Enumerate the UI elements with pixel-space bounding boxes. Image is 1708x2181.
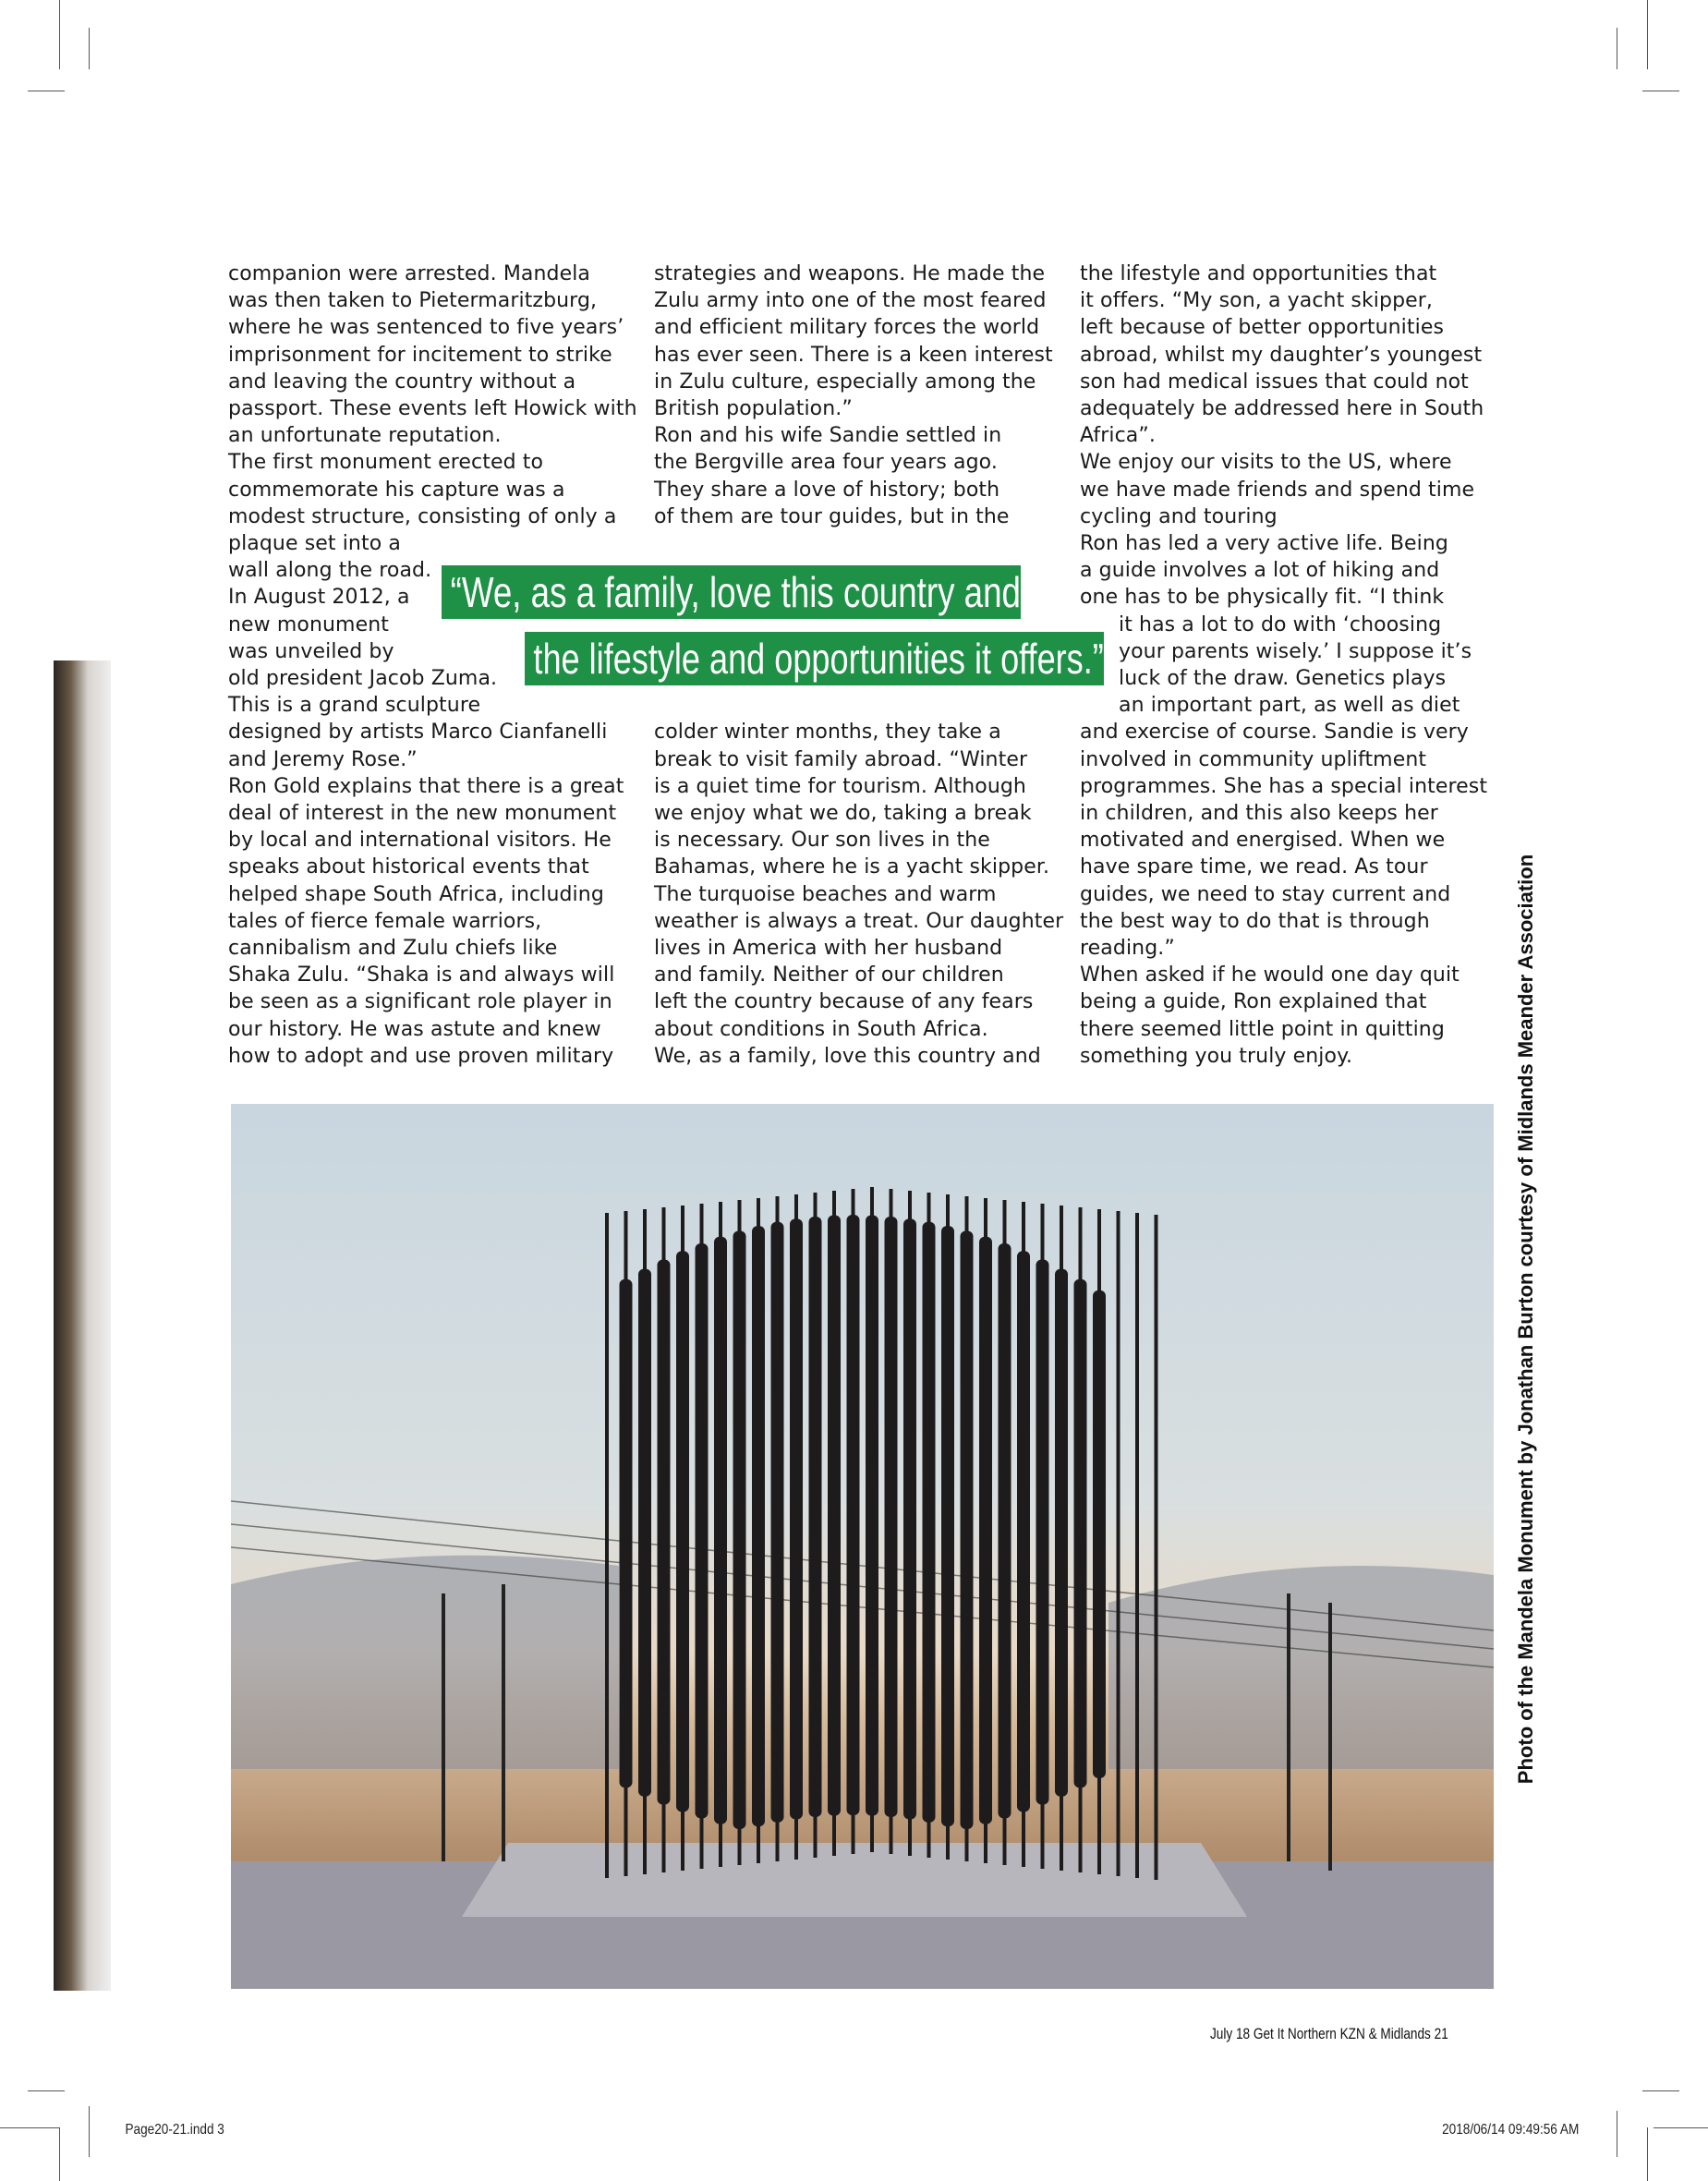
- text-line: wall along the road.: [228, 559, 432, 583]
- text-line: cycling and touring: [1080, 504, 1278, 528]
- text-line: and family. Neither of our children: [654, 963, 1004, 988]
- monument-segment: [941, 1226, 954, 1826]
- monument-segment: [658, 1259, 671, 1804]
- text-line: lives in America with her husband: [654, 937, 1003, 960]
- text-line: a guide involves a lot of hiking and: [1080, 559, 1440, 583]
- text-line: in children, and this also keeps her: [1080, 802, 1438, 825]
- text-line: luck of the draw. Genetics plays: [1119, 667, 1447, 690]
- crop-mark: [1647, 0, 1648, 69]
- text-line: your parents wisely.’ I suppose it’s: [1119, 639, 1472, 663]
- text-line: and leaving the country without a: [228, 370, 576, 394]
- monument-pole: [1135, 1213, 1139, 1878]
- text-line: the Bergville area four years ago.: [654, 451, 998, 475]
- crop-mark: [89, 28, 90, 69]
- text-line: The turquoise beaches and warm: [654, 882, 997, 906]
- text-line: The first monument erected to: [228, 451, 544, 475]
- text-line: being a guide, Ron explained that: [1080, 990, 1427, 1014]
- text-line: left because of better opportunities: [1080, 316, 1445, 340]
- text-line: the best way to do that is through: [1080, 909, 1430, 933]
- text-line: we have made friends and spend time: [1080, 478, 1475, 502]
- monument-segment: [847, 1215, 860, 1815]
- monument-segment: [696, 1243, 709, 1818]
- adjacent-page-photo-strip: [54, 660, 111, 1991]
- text-line: in Zulu culture, especially among the: [654, 370, 1036, 394]
- text-line: modest structure, consisting of only a: [228, 504, 617, 528]
- crop-mark: [1647, 2127, 1648, 2181]
- text-line: Zulu army into one of the most feared: [654, 289, 1047, 313]
- text-line: Shaka Zulu. “Shaka is and always will: [228, 963, 615, 988]
- text-line: adequately be addressed here in South: [1080, 397, 1484, 420]
- monument-segment: [733, 1230, 746, 1829]
- monument-pole: [605, 1213, 609, 1878]
- monument-segment: [714, 1237, 727, 1824]
- text-line: We enjoy our visits to the US, where: [1080, 451, 1452, 475]
- monument-segment: [676, 1251, 689, 1811]
- monument-segment: [809, 1217, 822, 1817]
- text-line: of them are tour guides, but in the: [654, 504, 1010, 528]
- text-line: is necessary. Our son lives in the: [654, 829, 990, 853]
- text-line: by local and international visitors. He: [228, 829, 612, 853]
- monument-segment: [979, 1237, 992, 1824]
- monument-segment: [1036, 1259, 1049, 1804]
- text-line: one has to be physically fit. “I think: [1080, 586, 1445, 610]
- mandela-monument-photo: [231, 1104, 1494, 1989]
- text-line: Ron and his wife Sandie settled in: [654, 424, 1002, 448]
- text-line: designed by artists Marco Cianfanelli: [228, 721, 608, 745]
- text-line: In August 2012, a: [228, 586, 410, 610]
- monument-segment: [1055, 1269, 1068, 1797]
- text-line: involved in community upliftment: [1080, 747, 1427, 771]
- text-line: helped shape South Africa, including: [228, 882, 604, 906]
- monument-segment: [620, 1279, 633, 1787]
- monument-illustration: [231, 1104, 1494, 1989]
- text-line: Bahamas, where he is a yacht skipper.: [654, 855, 1050, 879]
- text-line: the lifestyle and opportunities that: [1080, 262, 1437, 285]
- monument-segment: [1074, 1279, 1087, 1787]
- text-line: passport. These events left Howick with: [228, 397, 637, 420]
- text-line: left the country because of any fears: [654, 990, 1034, 1014]
- crop-mark: [28, 2090, 65, 2091]
- text-line: it offers. “My son, a yacht skipper,: [1080, 289, 1434, 313]
- monument-segment: [771, 1222, 784, 1823]
- monument-segment: [752, 1226, 765, 1826]
- text-line: how to adopt and use proven military: [228, 1044, 614, 1068]
- text-line: commemorate his capture was a: [228, 478, 565, 502]
- monument-segment: [1093, 1290, 1106, 1778]
- monument-segment: [828, 1215, 841, 1815]
- text-line: have spare time, we read. As tour: [1080, 855, 1428, 879]
- slug-filename: Page20-21.indd 3: [125, 2122, 224, 2138]
- text-line: an important part, as well as diet: [1119, 694, 1460, 718]
- monument-segment: [1017, 1251, 1030, 1811]
- crop-mark: [59, 0, 60, 69]
- page-folio: July 18 Get It Northern KZN & Midlands 21: [1210, 2025, 1448, 2042]
- text-line: abroad, whilst my daughter’s youngest: [1080, 343, 1483, 367]
- monument-segment: [999, 1243, 1011, 1818]
- text-line: an unfortunate reputation.: [228, 424, 502, 448]
- text-line: Africa”.: [1080, 424, 1156, 448]
- text-line: was then taken to Pietermaritzburg,: [228, 289, 598, 313]
- text-line: strategies and weapons. He made the: [654, 262, 1046, 285]
- text-line: and Jeremy Rose.”: [228, 747, 418, 771]
- pull-quote-line-1: “We, as a family, love this country and: [442, 565, 1021, 619]
- text-line: deal of interest in the new monument: [228, 802, 617, 825]
- monument-segment: [903, 1218, 916, 1819]
- slug-timestamp: 2018/06/14 09:49:56 AM: [1442, 2122, 1580, 2138]
- monument-segment: [638, 1269, 651, 1797]
- text-line: plaque set into a: [228, 532, 401, 555]
- text-line: has ever seen. There is a keen interest: [654, 343, 1053, 367]
- monument-segment: [961, 1230, 974, 1829]
- text-line: programmes. She has a special interest: [1080, 774, 1488, 798]
- text-line: old president Jacob Zuma.: [228, 667, 498, 690]
- text-line: When asked if he would one day quit: [1080, 963, 1460, 988]
- text-line: we enjoy what we do, taking a break: [654, 802, 1032, 825]
- text-line: there seemed little point in quitting: [1080, 1017, 1445, 1041]
- crop-mark: [1642, 2090, 1679, 2091]
- monument-segment: [885, 1217, 898, 1817]
- monument-segment: [790, 1218, 803, 1819]
- crop-mark: [89, 2106, 90, 2157]
- text-line: our history. He was astute and knew: [228, 1017, 601, 1041]
- text-line: companion were arrested. Mandela: [228, 262, 591, 285]
- text-line: guides, we need to stay current and: [1080, 882, 1451, 906]
- text-line: tales of fierce female warriors,: [228, 909, 542, 933]
- pull-quote-line-2: the lifestyle and opportunities it offers.”: [525, 632, 1104, 685]
- text-line: weather is always a treat. Our daughter: [654, 909, 1064, 933]
- text-line: something you truly enjoy.: [1080, 1044, 1353, 1068]
- text-line: and efficient military forces the world: [654, 316, 1040, 340]
- text-line: imprisonment for incitement to strike: [228, 343, 612, 367]
- text-line: break to visit family abroad. “Winter: [654, 747, 1028, 771]
- text-line: be seen as a significant role player in: [228, 990, 612, 1014]
- text-line: son had medical issues that could not: [1080, 370, 1469, 394]
- text-line: reading.”: [1080, 937, 1175, 960]
- photo-credit: Photo of the Mandela Monument by Jonathan Burton courtesy of Midlands Meander Association: [1514, 854, 1537, 1785]
- crop-mark: [59, 2127, 60, 2181]
- monument-segment: [923, 1222, 936, 1823]
- crop-mark: [1653, 2127, 1708, 2128]
- text-line: where he was sentenced to five years’: [228, 316, 624, 340]
- text-line: This is a grand sculpture: [228, 694, 481, 718]
- text-line: cannibalism and Zulu chiefs like: [228, 937, 558, 960]
- text-line: speaks about historical events that: [228, 855, 589, 879]
- text-line: We, as a family, love this country and: [654, 1044, 1041, 1068]
- text-line: Ron has led a very active life. Being: [1080, 532, 1448, 555]
- text-line: motivated and energised. When we: [1080, 829, 1446, 853]
- monument-pole: [1117, 1211, 1120, 1876]
- monument-pole: [1155, 1215, 1158, 1880]
- crop-mark: [0, 2127, 59, 2128]
- text-line: They share a love of history; both: [654, 478, 1000, 502]
- text-line: it has a lot to do with ‘choosing: [1119, 612, 1442, 636]
- text-line: is a quiet time for tourism. Although: [654, 774, 1026, 798]
- text-line: colder winter months, they take a: [654, 721, 1001, 745]
- text-line: was unveiled by: [228, 639, 394, 663]
- text-line: new monument: [228, 612, 389, 636]
- monument-segment: [866, 1215, 878, 1815]
- text-line: and exercise of course. Sandie is very: [1080, 721, 1469, 745]
- text-line: British population.”: [654, 397, 853, 420]
- text-line: about conditions in South Africa.: [654, 1017, 988, 1041]
- text-line: Ron Gold explains that there is a great: [228, 774, 624, 798]
